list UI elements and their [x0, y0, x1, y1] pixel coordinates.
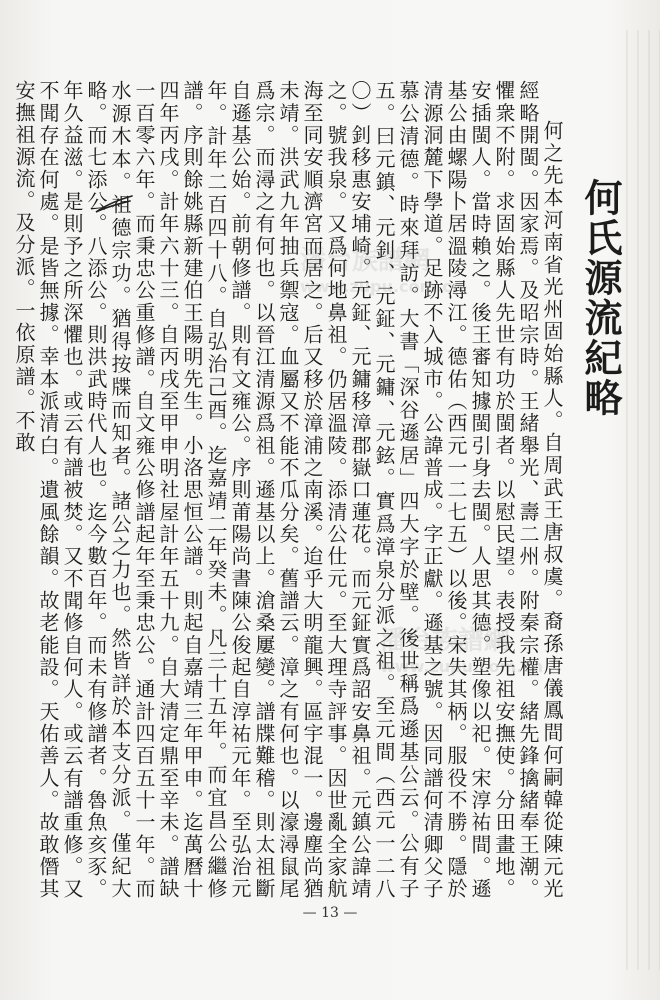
watermark-url: www.zupu.com.cn — [300, 277, 464, 296]
watermark-url: www.zupu.com.cn — [380, 657, 544, 676]
body-paragraph: 何之先本河南省光州固始縣人。自周武王唐叔虞。裔孫唐儀鳳間何嗣韓從陳元光經略開閩。因家焉。及昭宗時。王緒舉光、壽二州。附秦宗權。緒先鋒擒緒奉王潮。懼衆不附。求固始縣人先世有功於閩者。以慰民望。表授我先祖安撫使。分田畫地。安插閩人。當時賴之。後王審知據閩引身去閩。人思其德。塑像以祀。宋淳祐間。遜基公由螺陽卜居溫陵潯江。德佑（西元一二七五）以後。宋失其柄。服役不勝。隱於清源洞麓下學道。足跡不入城市。公諱普成。字正獻。遜基之號。因同譜何清卿父子慕公清德。時來拜訪。大書「深谷遜居」四大字於壁。後世稱爲遜基公云。公有子五。曰元鎮、元釗、元鉦、元鏞、元鉉。實爲漳泉分派之祖。至元間（西元一二八〇）釗移惠安埔崎。元鉦、元鏞移漳郡嶽口蓮花。而元鉦實爲詔安鼻祖。元鎮公諱靖之。號我泉。又爲何地鼻祖。仍居溫陵。添清公仕元。至大理寺評事。因世亂全家航海至同安順濟宮而居之。后又移於漳浦之南溪。迨乎大明龍興。區宇混一。邊塵尚猶未靖。洪武九年抽兵禦寇。血屬又不能不瓜分矣。舊譜云。漳之有何也。以濠潯鼠尾爲宗。而潯之有何也。以晉江清源爲祖。遜基以上。滄桑屢變。譜牒難稽。則太祖斷自遜基公始。前朝修譜。則有文雍公。序則莆陽尚書陳公俊起自淳祐元年。至弘治元年。計年二百四十八。自弘治己酉。迄嘉靖二年癸未。凡三十五年。而宜昌公繼修譜。序則餘姚縣新建伯王陽明先生。小洛思恒公譜。則起自嘉靖三年甲申。迄萬曆十四年丙戌。計年六十三。自丙戌至甲申明社屋計年五十九。自大清定鼎至辛未。譜缺一百零六年。而秉忠公重修譜。自文雍公修譜起年至秉忠公。通計四百五十一年。而水源木本。祖德宗功。猶得按牒而知者。諸公之力也。然皆詳於本支分派。僅紀大略。而七添公。八添公。則洪武時代人也。迄今數百年。而未有修譜者。魯魚亥豕。年久益滋。是則予之所深懼也。或云有譜被焚。又不聞修自何人。或云有譜重修。又不聞存在何處。是皆無據。幸本派清白。遺風餘韻。故老能設。天佑善人。故敢僭其安撫祖源流。及分派。一依原譜。不敢 — [12, 80, 564, 900]
facing-page-bleed — [626, 30, 660, 970]
page-number: — 13 — — [302, 905, 358, 921]
watermark-text: 潘台族譜網 — [380, 626, 511, 656]
body-text — [12, 80, 564, 900]
page-title: 何氏源流紀略 — [578, 178, 623, 418]
watermark-text: 潘台族譜網 — [300, 246, 431, 276]
